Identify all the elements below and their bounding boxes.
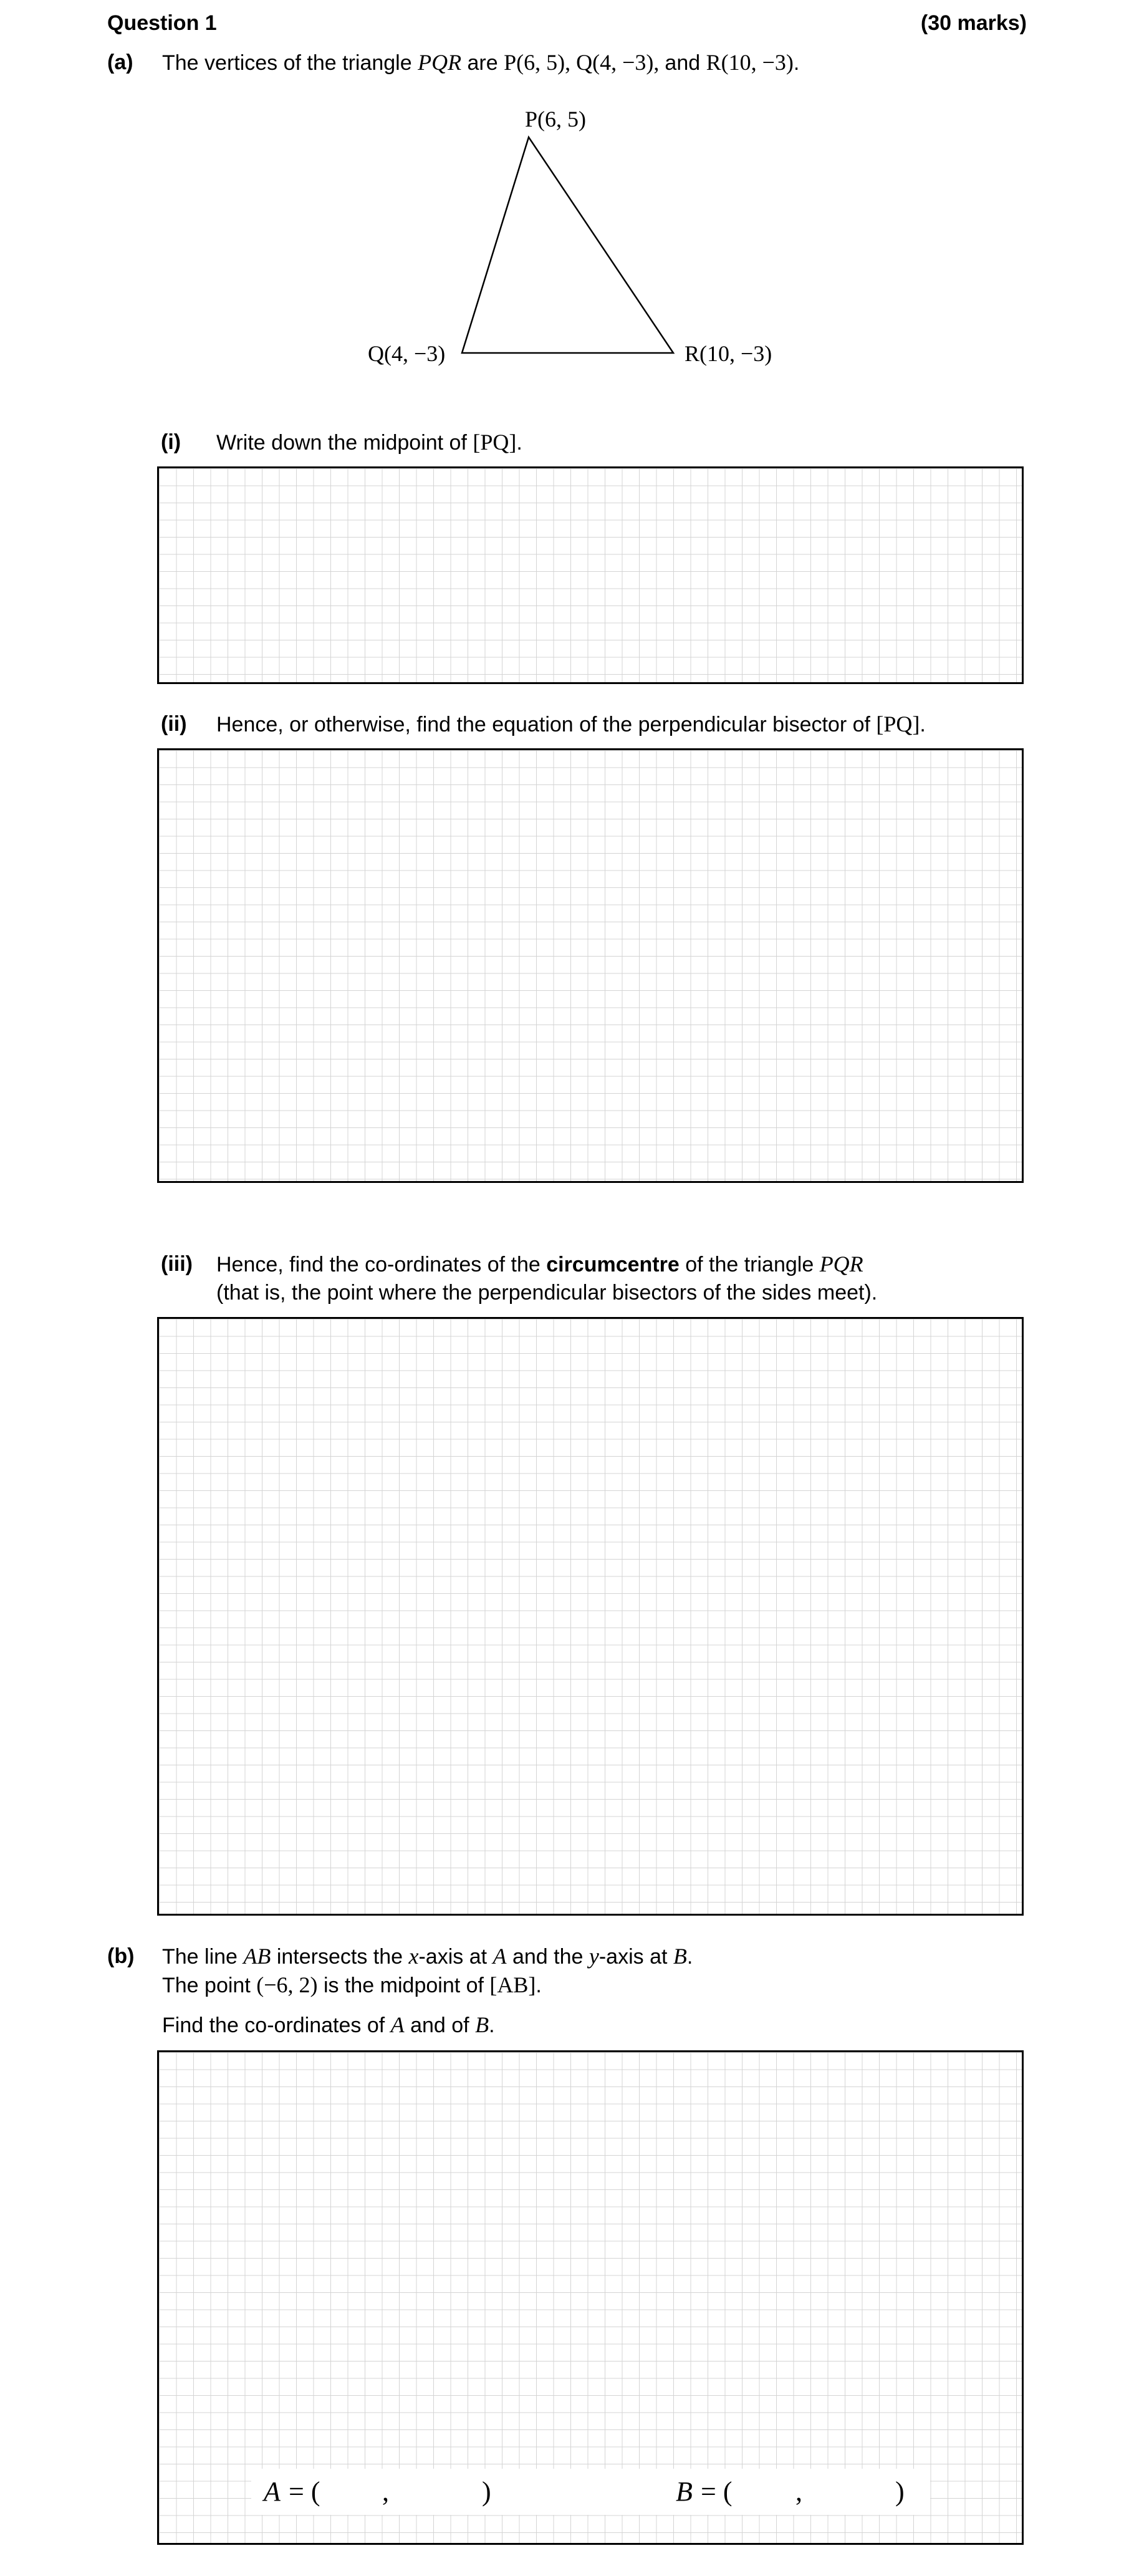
answer-box-i[interactable] xyxy=(157,466,1024,684)
part-b-l2-ab: [AB] xyxy=(489,1972,536,1997)
question-title: Question 1 xyxy=(107,11,217,35)
triangle-diagram xyxy=(0,0,1134,399)
sub-i-question xyxy=(216,429,522,456)
answer-a-close: ) xyxy=(482,2476,491,2507)
sub-iii-bold-term: circumcentre xyxy=(546,1253,680,1276)
sub-iii-label: (iii) xyxy=(161,1252,193,1276)
sub-iii-question-line2: (that is, the point where the perpendicular bisectors of the sides meet). xyxy=(216,1281,878,1305)
answer-a-eq: = ( xyxy=(289,2476,320,2507)
part-b-line1 xyxy=(162,1943,693,1970)
part-b-l1-B: B xyxy=(673,1944,687,1969)
part-a-stem-end: . xyxy=(793,51,800,75)
part-b-l1-ab: AB xyxy=(243,1944,271,1969)
part-b-line2 xyxy=(162,1972,542,1999)
sub-ii-math: [PQ] xyxy=(876,712,920,736)
sub-iii-question-line1 xyxy=(216,1251,863,1278)
answer-box-iii[interactable] xyxy=(157,1317,1024,1916)
part-b-l1-b: intersects the xyxy=(271,1945,409,1969)
part-b-l2-point: (−6, 2) xyxy=(256,1972,318,1997)
part-b-l1-c: -axis at xyxy=(418,1945,493,1969)
part-a-stem-are: are xyxy=(461,51,504,75)
part-b-l1-f: . xyxy=(686,1945,693,1969)
vertex-label-q: Q(4, −3) xyxy=(368,341,446,366)
point-q-coords: Q(4, −3), xyxy=(576,50,665,75)
answer-b-field[interactable] xyxy=(657,2469,930,2515)
sub-ii-question xyxy=(216,711,926,738)
sub-iii-text-b: of the triangle xyxy=(679,1253,820,1276)
part-b-l1-x: x xyxy=(408,1944,419,1969)
vertex-label-r: R(10, −3) xyxy=(685,341,772,366)
part-b-l1-a: The line xyxy=(162,1945,244,1969)
answer-b-name: B xyxy=(676,2476,693,2507)
answer-b-close: ) xyxy=(895,2476,905,2507)
sub-iii-text-a: Hence, find the co-ordinates of the xyxy=(216,1253,547,1276)
part-b-l1-e: -axis at xyxy=(598,1945,673,1969)
part-a-stem-and: and xyxy=(665,51,706,75)
answer-b-comma: , xyxy=(795,2476,802,2507)
answer-a-comma: , xyxy=(382,2476,389,2507)
answer-box-ii[interactable] xyxy=(157,748,1024,1183)
answer-a-name: A xyxy=(264,2476,281,2507)
sub-i-text: Write down the midpoint of xyxy=(216,431,473,455)
triangle-pqr xyxy=(462,137,673,353)
part-b-l2-b: is the midpoint of xyxy=(317,1974,490,1997)
part-a-stem-text: The vertices of the triangle xyxy=(162,51,418,75)
part-b-l2-a: The point xyxy=(162,1974,257,1997)
sub-ii-text: Hence, or otherwise, find the equation of the perpendicular bisector of xyxy=(216,713,877,736)
part-b-l3-a: Find the co-ordinates of xyxy=(162,2014,391,2037)
sub-ii-label: (ii) xyxy=(161,712,187,736)
part-b-l1-d: and the xyxy=(506,1945,589,1969)
point-r-coords: R(10, −3) xyxy=(706,50,794,75)
answer-box-b[interactable] xyxy=(157,2050,1024,2545)
answer-a-field[interactable] xyxy=(251,2469,680,2515)
part-b-l3-b: and of xyxy=(404,2014,476,2037)
part-b-line3 xyxy=(162,2012,495,2038)
answer-b-eq: = ( xyxy=(701,2476,733,2507)
sub-i-math: [PQ] xyxy=(473,430,517,455)
point-p-coords: P(6, 5), xyxy=(504,50,577,75)
part-b-l3-A: A xyxy=(390,2012,405,2037)
part-b-label: (b) xyxy=(107,1944,135,1968)
triangle-name: PQR xyxy=(418,50,462,75)
part-b-l1-y: y xyxy=(589,1944,599,1969)
part-b-l1-A: A xyxy=(493,1944,507,1969)
sub-i-label: (i) xyxy=(161,430,181,454)
part-b-l2-c: . xyxy=(536,1974,542,1997)
part-b-l3-c: . xyxy=(489,2014,495,2037)
part-b-l3-B: B xyxy=(475,2012,489,2037)
vertex-label-p: P(6, 5) xyxy=(525,107,586,132)
part-a-label: (a) xyxy=(107,51,133,74)
marks-label: (30 marks) xyxy=(920,11,1027,35)
sub-iii-math: PQR xyxy=(819,1252,863,1276)
sub-ii-end: . xyxy=(920,713,926,736)
sub-i-end: . xyxy=(516,431,522,455)
